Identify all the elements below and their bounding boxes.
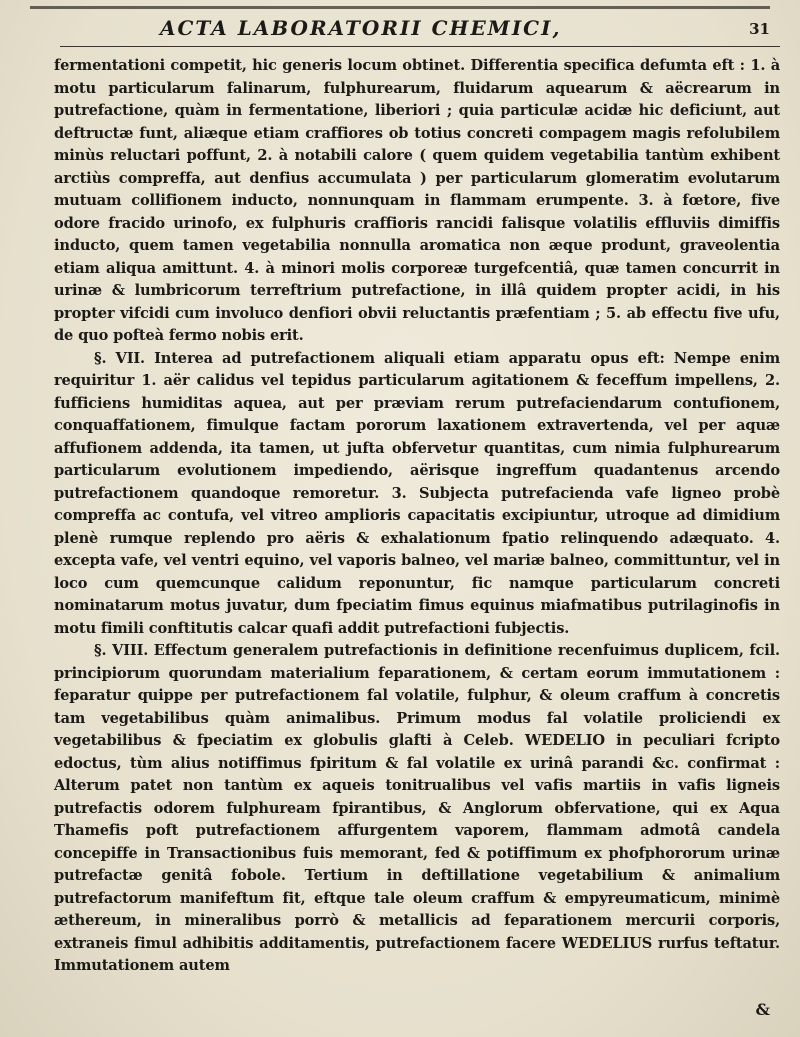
page-number: 31 — [749, 20, 770, 38]
paragraph-definition: fermentationi competit, hic generis locum obtinet. Differentia specifica defumta eft : 1. à motu particularum falinarum, fulphurearum, fluidarum aquearum & aëcrearum in putrefactione, quàm in fermentatione, liberiori ; quia particulæ acidæ hic deficiunt, aut deftructæ funt, aliæque etiam craffiores ob totius concreti compagem magis refolubilem minùs reluctari poffunt, 2. à notabili calore ( quem quidem vegetabilia tantùm exhibent arctiùs compreffa, aut denfius accumulata ) per particularum glomeratim evolutarum mutuam collifionem inducto, nonnunquam in flammam erumpente. 3. à fœtore, five odore fracido urinofo, ex fulphuris craffioris rancidi falisque volatilis effluviis dimiffis inducto, quem tamen vegetabilia nonnulla aromatica non æque produnt, graveolentia etiam aliqua amittunt. 4. à minori molis corporeæ turgefcentiâ, quæ tamen concurrit in urinæ & lumbricorum terreftrium putrefactione, in illâ quidem propter acidi, in his propter vifcidi cum involuco denfiori obvii reluctantis præfentiam ; 5. ab effectu five ufu, de quo pofteà fermo nobis erit. — [54, 57, 780, 344]
paragraph-section-viii: §. VIII. Effectum generalem putrefactionis in definitione recenfuimus duplicem, fcil. principiorum quorundam materialium feparationem, & certam eorum immutationem : feparatur quippe per putrefactionem fal volatile, fulphur, & oleum craffum à concretis tam vegetabilibus quàm animalibus. Primum modus fal volatile proliciendi ex vegetabilibus & fpeciatim ex globulis glafti à Celeb. WEDELIO in peculiari fcripto edoctus, tùm alius notiffimus fpiritum & fal volatile ex urinâ parandi &c. confirmat : Alterum patet non tantùm ex aqueis tonitrualibus vel vafis martiis in vafis ligneis putrefactis odorem fulphuream fpirantibus, & Anglorum obfervatione, qui ex Aqua Thamefis poft putrefactionem affurgentem vaporem, flammam admotâ candela concepiffe in Transactionibus fuis memorant, fed & potiffimum ex phofphororum urinæ putrefactæ genitâ fobole. Tertium in deftillatione vegetabilium & animalium putrefactorum manifeftum fit, eftque tale oleum craffum & empyreumaticum, minimè æthereum, in mineralibus porrò & metallicis ad feparationem mercurii corporis, extraneis fimul adhibitis additamentis, putrefactionem facere WEDELIUS rurfus teftatur. Immutationem autem — [54, 642, 780, 974]
running-title: ACTA LABORATORII CHEMICI, — [160, 16, 562, 40]
body-text — [54, 55, 780, 978]
top-rule — [30, 6, 770, 9]
page-header — [60, 16, 780, 47]
paragraph-section-vii: §. VII. Interea ad putrefactionem aliquali etiam apparatu opus eft: Nempe enim requiritur 1. aër calidus vel tepidus particularum agitationem & feceffum impellens, 2. fufficiens humiditas aquea, aut per præviam rerum putrefaciendarum contufionem, conquaffationem, fimulque factam pororum laxationem extravertenda, vel per aquæ affufionem addenda, ita tamen, ut jufta obfervetur quantitas, cum nimia fulphurearum particularum evolutionem impediendo, aërisque ingreffum quadantenus arcendo putrefactionem quandoque remoretur. 3. Subjecta putrefacienda vafe ligneo probè compreffa ac contufa, vel vitreo amplioris capacitatis excipiuntur, utroque ad dimidium plenè rumque replendo pro aëris & exhalationum fpatio relinquendo adæquato. 4. excepta vafe, vel ventri equino, vel vaporis balneo, vel mariæ balneo, committuntur, vel in loco cum quemcunque calidum reponuntur, fic namque particularum concreti nominatarum motus juvatur, dum fpeciatim fimus equinus miafmatibus putrilaginofis in motu fimili conftitutis calcar quafi addit putrefactioni fubjectis. — [54, 349, 780, 637]
catchword: & — [755, 1000, 770, 1019]
